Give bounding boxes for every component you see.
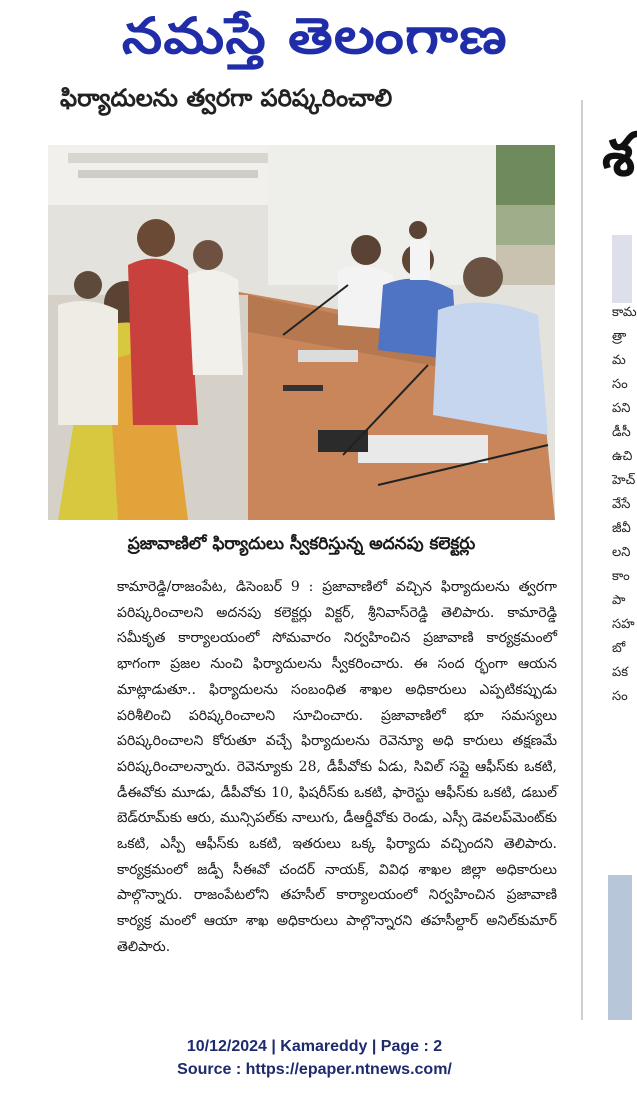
adjacent-text-fragment: కామ <box>612 305 637 320</box>
adjacent-text-fragment: సహ <box>612 617 635 632</box>
body-line: రాజంపేటలోని తహసీల్ కార్యాలయంలో నిర్వహించిన ప్రజావాణి కార్యక్ర <box>117 887 558 930</box>
adjacent-photo <box>608 875 632 1020</box>
body-line: సీఈవో చందర్ నాయక్, వివిధ శాఖల జిల్లా అధికారులు పాల్గొన్నారు. <box>117 861 557 904</box>
adjacent-subhead-band <box>612 235 632 303</box>
adjacent-text-fragment: త్రా <box>612 329 627 344</box>
adjacent-text-fragment: సం <box>612 377 628 392</box>
body-line: కారులు తక్షణమే పరిష్కరించాలన్నారు. రెవెన్యూకు 28, డీపీవోకు ఏడు, <box>117 733 558 775</box>
headline-text: ఫిర్యాదులను త్వరగా పరిష్కరించాలి <box>60 84 393 112</box>
body-line: మంలో ఆయా శాఖ అధికారులు పాల్గొన్నారని తహసీల్దార్ అనిల్‌కుమార్ <box>159 913 557 930</box>
body-line: తెలిపారు. <box>117 938 171 955</box>
footer-edition-info: 10/12/2024 | Kamareddy | Page : 2 <box>186 1038 443 1055</box>
body-line: సివిల్ సప్లై ఆఫీస్‌కు ఒకటి, డీఈవోకు మూడు, డీపీవోకు 10, ఫిషరీస్‌కు <box>117 758 558 801</box>
adjacent-article-fragment <box>598 110 637 1030</box>
body-line: ఒకటి, ఫారెస్టు ఆఫీస్‌కు ఒకటి, డబుల్ బెడ్‌రూమ్‌కు ఆరు, మున్సిపల్‌కు <box>117 784 558 827</box>
masthead-title: నమస్తే తెలంగాణ <box>121 6 508 65</box>
meeting-photo-illustration <box>48 145 555 520</box>
body-line: ర్భంగా ఆయన మాట్లాడుతూ.. ఫిర్యాదులను సంబంధిత శాఖల అధికారులు <box>117 656 558 698</box>
article-body <box>117 575 557 1015</box>
adjacent-text-fragment: జీవీ <box>612 521 631 536</box>
caption-text: ప్రజావాణిలో ఫిర్యాదులు స్వీకరిస్తున్న అదనపు కలెక్టర్లు <box>127 534 476 554</box>
adjacent-text-fragment: పని <box>612 401 631 416</box>
body-line: త్వరగా పరిష్కరించాలని అదనపు కలెక్టర్లు విక్టర్, శ్రీనివాస్‌రెడ్డి తెలిపారు. <box>117 579 558 621</box>
article-photo <box>48 145 555 520</box>
adjacent-text-fragment: పా <box>612 593 626 608</box>
adjacent-text-fragment: లని <box>612 545 631 560</box>
adjacent-text-fragment: సం <box>612 689 628 704</box>
adjacent-headline-letter: శ <box>602 120 635 190</box>
adjacent-text-fragment: కాం <box>612 569 630 584</box>
body-line: నాలుగు, డీఆర్డీవోకు రెండు, ఎస్సీ డెవలప్‌మెంట్‌కు ఒకటి, ఎస్పీ ఆఫీస్‌కు <box>117 810 558 853</box>
adjacent-text-fragment: వేసే <box>612 497 631 512</box>
adjacent-text-fragment: హెచ్ <box>612 473 636 488</box>
article-headline <box>60 84 530 122</box>
body-line: భూ సమస్యలు పరిష్కరించాలని కోరుతూ వచ్చే ఫిర్యాదులను రెవెన్యూ అధి <box>117 707 557 750</box>
adjacent-text-fragment: పక <box>612 665 629 680</box>
photo-caption <box>48 524 555 564</box>
adjacent-text-fragment: బో <box>612 641 626 656</box>
newspaper-masthead <box>0 0 629 86</box>
footer-source-link[interactable]: Source : https://epaper.ntnews.com/ <box>177 1061 452 1078</box>
body-line: ఒకటి, ఇతరులు ఒక్క ఫిర్యాదు వచ్చిందని తెలిపారు. కార్యక్రమంలో జడ్పీ <box>117 836 558 878</box>
body-line: కామారెడ్డి/రాజంపేట, డిసెంబర్ 9 : ప్రజావాణిలో వచ్చిన ఫిర్యాదులను <box>117 579 510 595</box>
body-line: కామారెడ్డి సమీకృత కార్యాలయంలో సోమవారం నిర్వహించిన ప్రజావాణి <box>117 604 558 647</box>
adjacent-text-fragment: ఉచి <box>612 449 633 464</box>
column-divider <box>581 100 583 1020</box>
adjacent-text-fragment: డీసీ <box>612 425 631 440</box>
body-line: ఎప్పటికప్పుడు పరిశీలించి పరిష్కరించాలని సూచించారు. ప్రజావాణిలో <box>117 681 557 724</box>
body-line: కార్యక్రమంలో భాగంగా ప్రజల నుంచి ఫిర్యాదులను స్వీకరించారు. ఈ సంద <box>117 630 557 673</box>
adjacent-text-fragment: మ <box>612 353 626 368</box>
